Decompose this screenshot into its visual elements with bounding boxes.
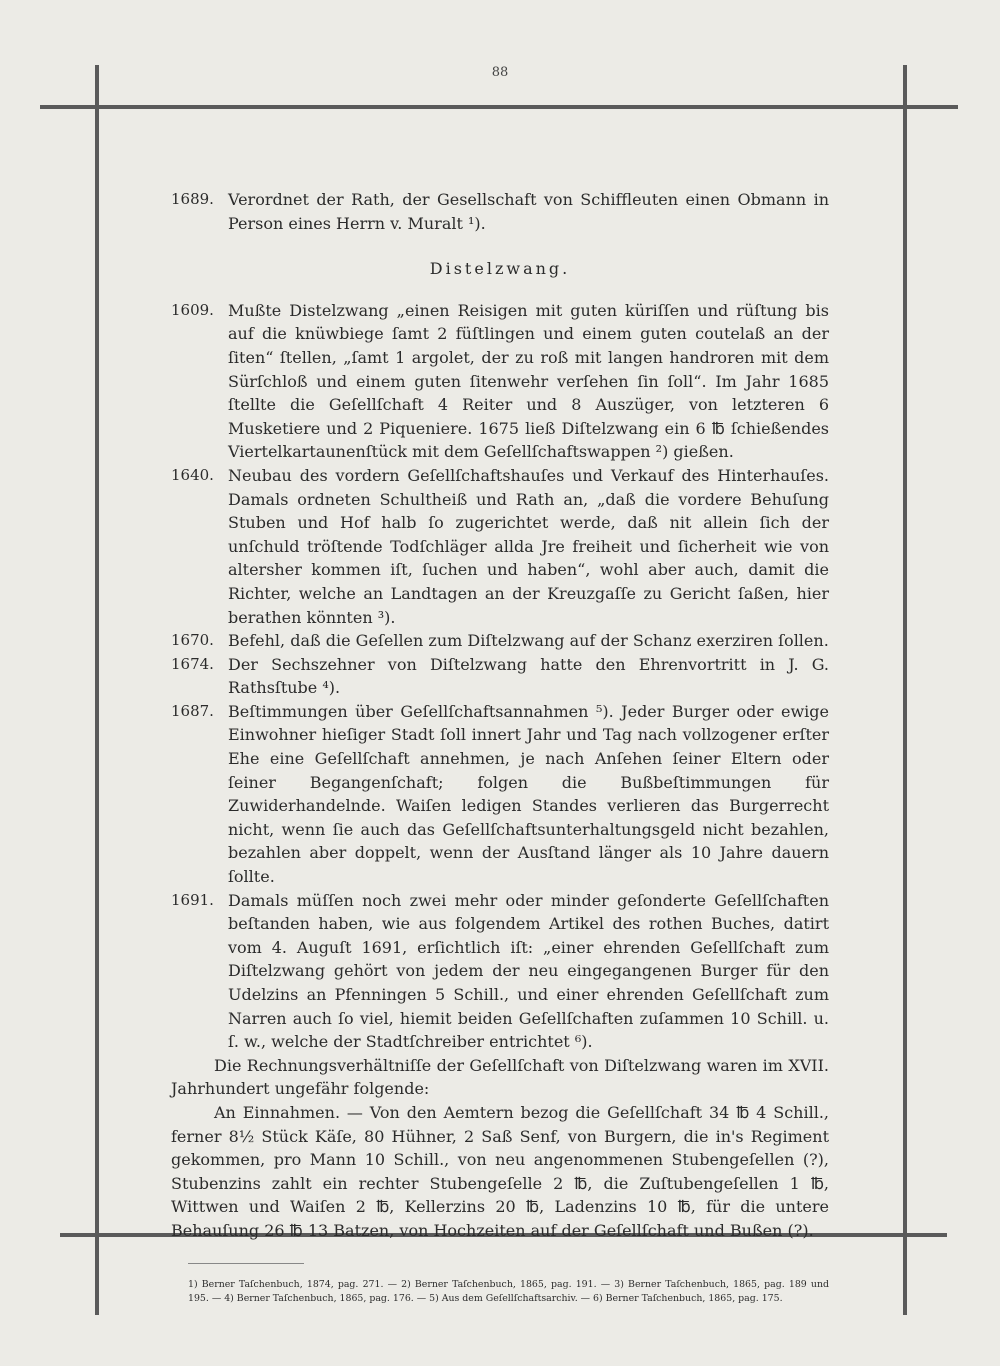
entry-year: 1687. [171, 701, 214, 720]
entry-year: 1640. [171, 465, 214, 484]
top-frame-line [40, 105, 958, 109]
entry-text: Damals müſſen noch zwei mehr oder minder geſonderte Geſellſchaften beſtanden haben, wie aus folgendem Artikel des rothen Buches, datirt vom 4. Auguſt 1691, erſichtlich iſt: „einer ehrenden Geſellſchaft zum Diſtelzwang gehört von jedem der neu eingegangenen Burger für den Udelzins an Pfenningen 5 Schill., und einer ehrenden Geſellſchaft zum Narren auch ſo viel, hiemit beiden Geſellſchaften zuſammen 10 Schill. u. ſ. w., welche der Stadtſchreiber entrichtet ⁶). [228, 890, 829, 1052]
entry-1689 [171, 188, 829, 235]
entry-1674 [171, 653, 829, 700]
entry-year: 1609. [171, 300, 214, 319]
footnotes: 1) Berner Taſchenbuch, 1874, pag. 271. — 2) Berner Taſchenbuch, 1865, pag. 191. — 3) Berner Taſchenbuch, 1865, pag. 189 und 195. — 4) Berner Taſchenbuch, 1865, pag. 176. — 5) Aus dem Geſellſchaftsarchiv. — 6) Berner Taſchenbuch, 1865, pag. 175. [188, 1278, 829, 1305]
entry-1691 [171, 889, 829, 1054]
entry-text: Neubau des vordern Geſellſchaftshauſes und Verkauf des Hinterhauſes. Damals ordneten Schultheiß und Rath an, „daß die vordere Behuſung Stuben und Hof halb ſo zugerichtet werde, daß nit allein ſich der unſchuld tröſtende Todſchläger allda Jre freiheit und ſicherheit wie von altersher kommen iſt, ſuchen und haben“, wohl aber auch, damit die Richter, welche an Landtagen an der Kreuzgaſſe zu Gericht ſaßen, hier berathen könnten ³). [228, 465, 829, 627]
footnote-separator [188, 1263, 304, 1264]
entry-year: 1691. [171, 890, 214, 909]
entry-1670 [171, 629, 829, 653]
entry-1609 [171, 299, 829, 464]
entry-year: 1674. [171, 654, 214, 673]
section-heading: Distelzwang. [429, 259, 571, 279]
prose-paragraph: Die Rechnungsverhältniſſe der Geſellſchaft von Diſtelzwang waren im XVII. Jahrhundert ungefähr folgende: [171, 1055, 829, 1099]
left-frame-line [95, 65, 99, 1315]
page-body [171, 188, 829, 1307]
entry-text: Beſtimmungen über Geſellſchaftsannahmen ⁵). Jeder Burger oder ewige Einwohner hieſiger Stadt ſoll innert Jahr und Tag nach vollzogener erſter Ehe eine Geſellſchaft annehmen, je nach Anſehen ſeiner Eltern oder ſeiner Begangenſchaft; folgen die Bußbeſtimmungen für Zuwiderhandelnde. Waiſen ledigen Standes verlieren das Burgerrecht nicht, wenn ſie auch das Geſellſchaftsunterhaltungsgeld nicht bezahlen, bezahlen aber doppelt, wenn der Ausſtand länger als 10 Jahre dauern ſollte. [228, 701, 829, 887]
entry-1687 [171, 700, 829, 889]
entry-1640 [171, 464, 829, 629]
entry-text: Mußte Distelzwang „einen Reisigen mit guten küriſſen und rüſtung bis auf die knüwbiege ſamt 2 füſtlingen und einem guten coutelaß an der ſiten“ ſtellen, „ſamt 1 argolet, der zu roß mit langen handroren mit dem Sürſchloß und einem guten ſitenwehr verſehen ſin ſoll“. Im Jahr 1685 ſtellte die Geſellſchaft 4 Reiter und 8 Auszüger, von letzteren 6 Musketiere und 2 Piqueniere. 1675 ließ Diſtelzwang ein 6 ℔ ſchießendes Viertelkartaunenſtück mit dem Geſellſchaftswappen ²) gießen. [228, 300, 829, 462]
entry-text: Der Sechszehner von Diſtelzwang hatte den Ehrenvortritt in J. G. Rathsſtube ⁴). [228, 654, 829, 698]
entry-year: 1689. [171, 190, 214, 208]
entry-text: Befehl, daß die Geſellen zum Diſtelzwang auf der Schanz exerziren ſollen. [228, 631, 829, 651]
page-number: 88 [491, 65, 509, 80]
right-frame-line [903, 65, 907, 1315]
prose-paragraph: An Einnahmen. — Von den Aemtern bezog die Geſellſchaft 34 ℔ 4 Schill., ferner 8½ Stück Käſe, 80 Hühner, 2 Saß Senf, von Burgern, die in's Regiment gekommen, pro Mann 10 Schill., von neu angenommenen Stubengeſellen (?), Stubenzins zahlt ein rechter Stubengeſelle 2 ℔, die Zuſtubengeſellen 1 ℔, Wittwen und Waiſen 2 ℔, Kellerzins 20 ℔, Ladenzins 10 ℔, für die untere Behauſung 26 ℔ 13 Batzen, von Hochzeiten auf der Geſellſchaft und Bußen (?). [171, 1102, 829, 1240]
entry-year: 1670. [171, 631, 214, 650]
entry-text: Verordnet der Rath, der Gesellschaft von Schiffleuten einen Obmann in Person eines Herrn v. Muralt ¹). [228, 190, 829, 233]
